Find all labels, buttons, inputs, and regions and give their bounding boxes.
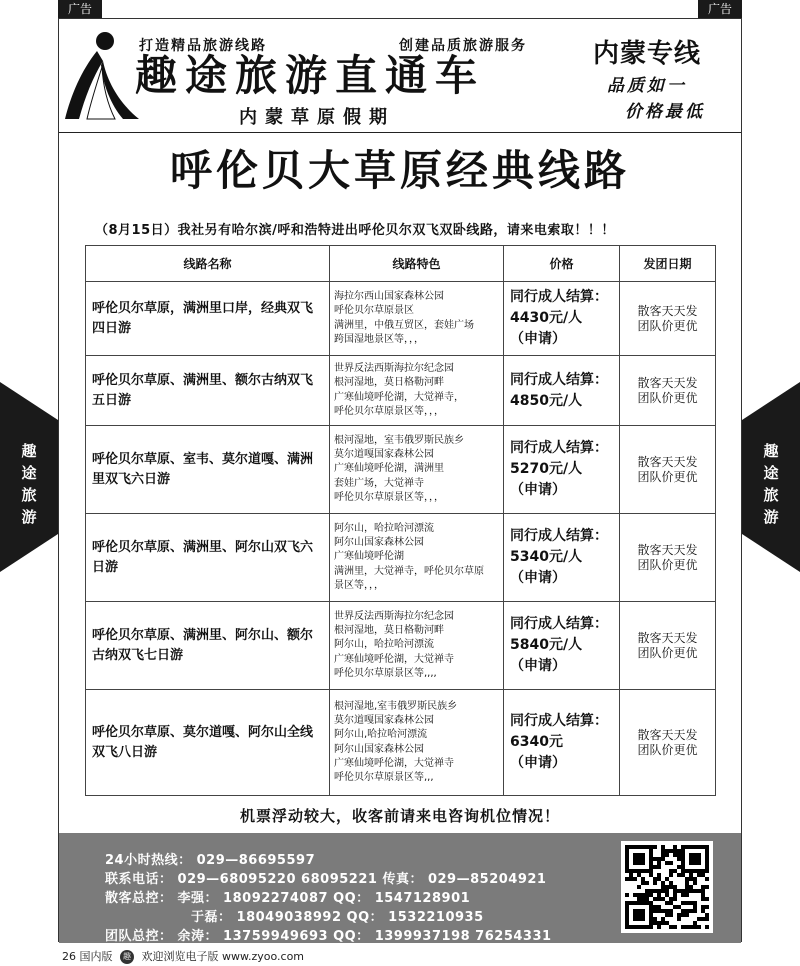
table-row [86,514,716,602]
feature-line: 呼伦贝尔草原景区等，，， [334,405,444,417]
feature-line: 满洲里，大觉禅寺，呼伦贝尔草原 [334,565,484,577]
ad-tag-right: 广告 [698,0,742,18]
route-price [504,426,620,514]
feature-line: 阿尔山国家森林公园 [334,537,424,549]
departure-date [620,282,716,356]
footnote: 机票浮动较大，收客前请来电咨询机位情况！ [239,807,560,825]
feature-line: 世界反法西斯海拉尔纪念园 [334,610,454,622]
table-row [86,356,716,426]
price-value: 4430元/人 [510,310,583,326]
footer-website[interactable]: 欢迎浏览电子版 www.zyoo.com [141,950,305,963]
feature-line: 海拉尔西山国家森林公园 [334,290,444,302]
route-price [504,356,620,426]
apply-note: （申请） [510,331,566,347]
page-footer [62,948,304,964]
route-features [330,356,504,426]
feature-line: 广寒仙境呼伦湖，大觉禅寺， [334,391,464,403]
date-line: 散客天天发 [637,375,698,390]
feature-line: 根河湿地，室韦俄罗斯民族乡 [334,434,464,446]
price-label: 同行成人结算： [510,289,608,305]
sub-brand: 内蒙草原假期 [239,107,395,128]
side-char: 旅 [763,486,779,504]
date-line: 散客天天发 [637,727,698,742]
page-number: 26 国内版 [62,950,113,963]
feature-line: 根河湿地，莫日格勒河畔 [334,625,444,637]
route-features [330,426,504,514]
date-line: 团队价更优 [637,469,698,484]
apply-note: （申请） [510,658,566,674]
phone-fax: 联系电话： 029—68095220 68095221 传真： 029—85204921 [105,872,547,887]
slogan-left: 打造精品旅游线路 [139,38,267,54]
col-header-date: 发团日期 [620,246,716,282]
route-name: 呼伦贝尔草原、满洲里、额尔古纳双飞五日游 [86,356,330,426]
date-line: 团队价更优 [637,318,698,333]
advert-frame [58,18,742,942]
date-line: 团队价更优 [637,645,698,660]
price-label: 同行成人结算： [510,371,608,388]
qr-code-icon[interactable] [621,841,713,933]
price-label: 同行成人结算： [510,616,608,632]
side-tab-text [0,440,58,528]
qr-code-pattern [621,841,713,933]
feature-line: 阿尔山,哈拉哈河漂流 [334,729,428,741]
route-features [330,282,504,356]
feature-line: 广寒仙境呼伦湖，大觉禅寺 [334,757,454,769]
route-table [85,245,716,796]
contact-panel [59,833,741,943]
feature-line: 阿尔山国家森林公园 [334,743,424,755]
apply-note: （申请） [510,570,566,586]
special-line: 内蒙专线 [593,39,702,69]
route-price [504,690,620,796]
header-banner [59,19,741,133]
motto-quality: 品质如一 [607,76,687,96]
feature-line: 世界反法西斯海拉尔纪念园 [334,362,454,374]
route-name: 呼伦贝尔草原、室韦、莫尔道嘎、满洲里双飞六日游 [86,426,330,514]
brand-badge-icon: 趣 [120,950,134,964]
price-value: 5270元/人 [510,461,583,477]
ad-tag-left: 广告 [58,0,102,18]
route-price [504,282,620,356]
page-title: 呼伦贝大草原经典线路 [169,146,630,195]
date-line: 散客天天发 [637,454,698,469]
price-value: 4850元/人 [510,392,583,409]
side-tab-right [742,382,800,572]
feature-line: 阿尔山，哈拉哈河漂流 [334,639,434,651]
notice-text: （8月15日）我社另有哈尔滨/呼和浩特进出呼伦贝尔双飞双卧线路，请来电索取！！！ [95,223,615,238]
table-row [86,282,716,356]
price-label: 同行成人结算： [510,713,608,729]
feature-line: 广寒仙境呼伦湖，满洲里 [334,463,444,475]
date-line: 散客天天发 [637,303,698,318]
date-line: 散客天天发 [637,630,698,645]
side-char: 途 [21,464,37,482]
route-price [504,514,620,602]
route-name: 呼伦贝尔草原，满洲里口岸，经典双飞四日游 [86,282,330,356]
col-header-features: 线路特色 [330,246,504,282]
feature-line: 广寒仙境呼伦湖 [334,551,404,563]
side-char: 游 [21,508,37,526]
feature-line: 呼伦贝尔草原景区等,,,, [334,667,437,679]
feature-line: 阿尔山，哈拉哈河漂流 [334,522,434,534]
side-char: 旅 [21,486,37,504]
col-header-name: 线路名称 [86,246,330,282]
price-label: 同行成人结算： [510,440,608,456]
side-char: 趣 [763,442,779,460]
side-tab-text [742,440,800,528]
col-header-price: 价格 [504,246,620,282]
date-line: 团队价更优 [637,742,698,757]
feature-line: 根河湿地，莫日格勒河畔 [334,377,444,389]
route-features [330,602,504,690]
feature-line: 满洲里，中俄互贸区，套娃广场 [334,319,474,331]
group-contact: 团队总控： 余涛： 13759949693 QQ： 1399937198 76254331 [105,929,552,944]
route-features [330,514,504,602]
price-value: 6340元 [510,734,563,750]
route-name: 呼伦贝尔草原、满洲里、阿尔山双飞六日游 [86,514,330,602]
apply-note: （申请） [510,482,566,498]
apply-note: （申请） [510,755,566,771]
table-row [86,426,716,514]
feature-line: 莫尔道嘎国家森林公园 [334,449,434,461]
feature-line: 根河湿地,室韦俄罗斯民族乡 [334,700,458,712]
retail-contact-2: 于磊： 18049038992 QQ： 1532210935 [191,910,484,925]
price-label: 同行成人结算： [510,528,608,544]
departure-date [620,602,716,690]
feature-line: 广寒仙境呼伦湖，大觉禅寺 [334,653,454,665]
feature-line: 呼伦贝尔草原景区 [334,305,414,317]
route-name: 呼伦贝尔草原、满洲里、阿尔山、额尔古纳双飞七日游 [86,602,330,690]
departure-date [620,426,716,514]
route-name: 呼伦贝尔草原、莫尔道嘎、阿尔山全线双飞八日游 [86,690,330,796]
side-char: 途 [763,464,779,482]
feature-line: 景区等，，， [334,579,384,591]
table-header-row [86,246,716,282]
side-char: 趣 [21,442,37,460]
road-logo-icon [63,31,139,123]
brand-name: 趣途旅游直通车 [135,51,486,100]
departure-date [620,690,716,796]
route-price [504,602,620,690]
feature-line: 套娃广场，大觉禅寺 [334,477,424,489]
feature-line: 呼伦贝尔草原景区等，，， [334,491,444,503]
side-tab-left [0,382,58,572]
departure-date [620,356,716,426]
side-char: 游 [763,508,779,526]
feature-line: 跨国湿地景区等，，， [334,333,424,345]
date-line: 散客天天发 [637,542,698,557]
date-line: 团队价更优 [637,557,698,572]
feature-line: 呼伦贝尔草原景区等,,, [334,772,434,784]
departure-date [620,514,716,602]
table-row [86,690,716,796]
date-line: 团队价更优 [637,390,698,405]
motto-price: 价格最低 [625,102,705,122]
hotline: 24小时热线： 029—86695597 [105,853,316,868]
feature-line: 莫尔道嘎国家森林公园 [334,714,434,726]
slogan-right: 创建品质旅游服务 [399,38,527,54]
price-value: 5340元/人 [510,549,583,565]
table-row [86,602,716,690]
route-features [330,690,504,796]
retail-contact-1: 散客总控： 李强： 18092274087 QQ： 1547128901 [105,891,471,906]
price-value: 5840元/人 [510,637,583,653]
